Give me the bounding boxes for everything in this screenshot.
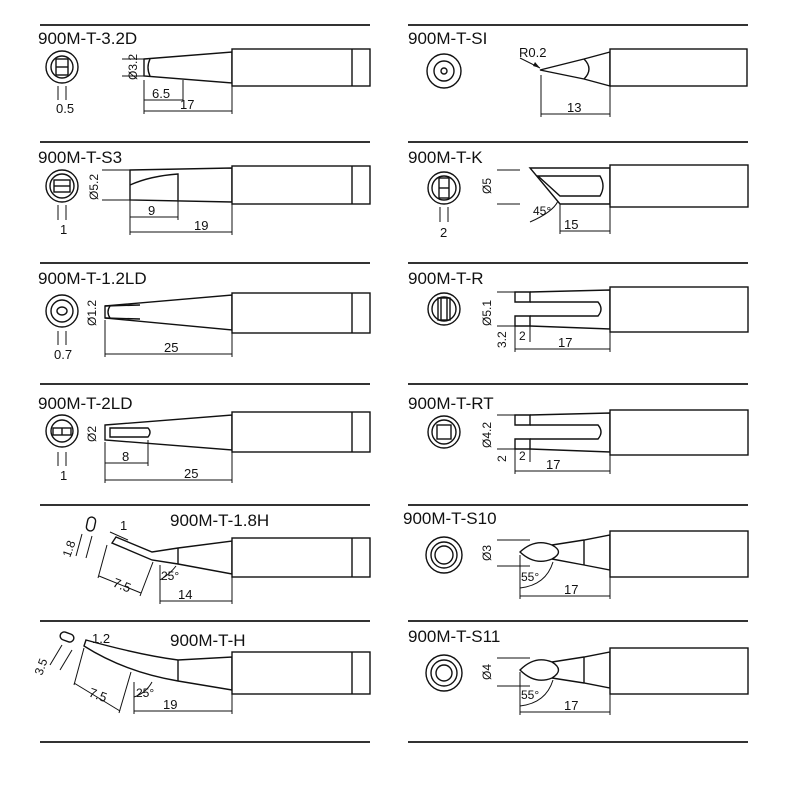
tip-s11-drawing xyxy=(426,648,748,715)
diameter-label: Ø5 xyxy=(480,177,494,194)
diameter-label: Ø5.2 xyxy=(87,173,101,200)
face-label: 0.5 xyxy=(56,101,75,116)
end-view-icon xyxy=(428,172,460,204)
side-label: 2 xyxy=(495,455,509,462)
length-label: 7.5 xyxy=(110,574,134,596)
tip-title: 900M-T-RT xyxy=(408,394,494,413)
tip-si-drawing xyxy=(427,45,747,117)
face-label: 2 xyxy=(440,225,448,240)
tip-title: 900M-T-S3 xyxy=(38,148,123,167)
end-view-icon xyxy=(428,293,460,325)
length-label: 25 xyxy=(184,466,199,481)
length-label: 8 xyxy=(122,449,130,464)
length-label: 14 xyxy=(178,587,193,602)
length-label: 19 xyxy=(194,218,209,233)
tip-label: 1 xyxy=(120,518,128,533)
angle-label: 55° xyxy=(521,688,540,702)
tip-title: 900M-T-S10 xyxy=(403,509,497,528)
tip-label: 1.2 xyxy=(92,631,111,646)
tip-title: 900M-T-1.2LD xyxy=(38,269,147,288)
radius-label: R0.2 xyxy=(519,45,547,60)
end-view-icon xyxy=(46,170,78,202)
tip-1-8h-drawing xyxy=(60,516,370,604)
tip-title: 900M-T-R xyxy=(408,269,484,288)
tip-side-view xyxy=(130,166,370,204)
side-label: 3.2 xyxy=(495,331,509,348)
tip-1-2ld-drawing xyxy=(46,293,370,362)
end-view-icon xyxy=(426,655,462,691)
tip-face-icon xyxy=(86,516,97,531)
tip-side-view xyxy=(105,412,370,452)
angle-label: 45° xyxy=(533,204,552,218)
tip-side-view xyxy=(112,537,370,577)
face-label: 1 xyxy=(60,222,68,237)
diameter-label: Ø2 xyxy=(85,425,99,442)
tip-title: 900M-T-3.2D xyxy=(38,29,138,48)
inner-label: 2 xyxy=(519,329,526,343)
face-label: 3.5 xyxy=(31,656,51,678)
tip-title: 900M-T-2LD xyxy=(38,394,133,413)
face-label: 0.7 xyxy=(54,347,73,362)
diameter-label: Ø3 xyxy=(480,544,494,561)
tip-r-drawing xyxy=(428,287,748,352)
tip-face-icon xyxy=(59,631,75,643)
diameter-label: Ø4 xyxy=(480,663,494,680)
tip-title: 900M-T-1.8H xyxy=(170,511,270,530)
angle-label: 25° xyxy=(136,686,155,700)
angle-label: 25° xyxy=(161,569,180,583)
tip-side-view xyxy=(540,49,747,86)
tip-s3-drawing xyxy=(46,166,370,237)
tip-side-view xyxy=(530,165,748,207)
end-view-icon xyxy=(46,51,78,83)
length-label: 17 xyxy=(180,97,195,112)
tip-rt-drawing xyxy=(428,410,748,474)
length-label: 17 xyxy=(558,335,573,350)
length-label: 7.5 xyxy=(86,684,110,706)
tip-side-view xyxy=(520,648,748,694)
length-label: 17 xyxy=(564,582,579,597)
tip-side-view xyxy=(520,531,748,577)
tip-title: 900M-T-S11 xyxy=(408,627,501,646)
length-label: 19 xyxy=(163,697,178,712)
face-label: 1.8 xyxy=(59,538,79,560)
tip-side-view xyxy=(515,287,748,332)
inner-label: 2 xyxy=(519,449,526,463)
face-label: 1 xyxy=(60,468,68,483)
angle-label: 55° xyxy=(521,570,540,584)
tip-title: 900M-T-H xyxy=(170,631,246,650)
tip-title: 900M-T-K xyxy=(408,148,483,167)
end-view-icon xyxy=(46,415,78,447)
diameter-label: Ø1.2 xyxy=(85,299,99,326)
tip-k-drawing xyxy=(428,165,748,240)
diameter-label: Ø4.2 xyxy=(480,421,494,448)
length-label: 13 xyxy=(567,100,582,115)
end-view-icon xyxy=(426,537,462,573)
end-view-icon xyxy=(46,295,78,327)
diameter-label: Ø5.1 xyxy=(480,299,494,326)
end-view-icon xyxy=(428,416,460,448)
length-label: 17 xyxy=(546,457,561,472)
tip-side-view xyxy=(515,410,748,455)
length-label: 25 xyxy=(164,340,179,355)
length-label: 15 xyxy=(564,217,579,232)
tip-side-view xyxy=(144,49,370,86)
tip-2ld-drawing xyxy=(46,412,370,483)
tip-h-drawing xyxy=(32,631,370,714)
length-label: 6.5 xyxy=(152,86,171,101)
length-label: 17 xyxy=(564,698,579,713)
tip-title: 900M-T-SI xyxy=(408,29,488,48)
tip-s10-drawing xyxy=(426,531,748,599)
tip-side-view xyxy=(105,293,370,333)
length-label: 9 xyxy=(148,203,156,218)
tip-3-2d-drawing xyxy=(46,49,370,116)
diameter-label: Ø3.2 xyxy=(126,53,140,80)
end-view-icon xyxy=(427,54,461,88)
